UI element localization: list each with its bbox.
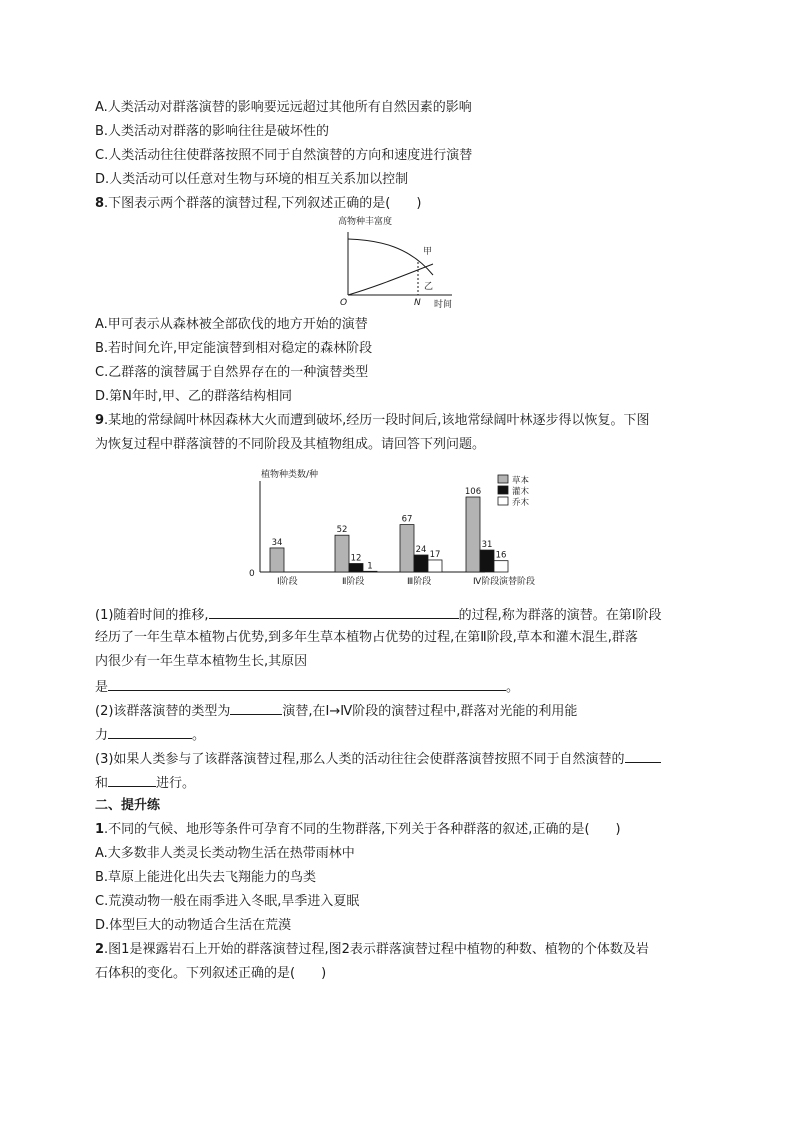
q9-sub1-line1 — [95, 605, 662, 625]
q9-sub1-line2: 经历了一年生草本植物占优势,到多年生草本植物占优势的过程,在第Ⅱ阶段,草本和灌木混生,群落 — [95, 630, 638, 645]
q9-sub3-line2-post: 进行。 — [156, 776, 196, 791]
p2-stem-line1 — [95, 941, 649, 959]
q9-stem-line1 — [95, 412, 649, 430]
p1-option-c: C.荒漠动物一般在雨季进入冬眠,旱季进入夏眠 — [95, 894, 360, 909]
legend-label: 灌木 — [512, 487, 530, 497]
q9-sub3-line1 — [95, 749, 661, 769]
x-tick-label: Ⅱ阶段 — [342, 577, 365, 587]
bar-value-label: 52 — [336, 525, 348, 536]
q8-label-jia: 甲 — [423, 247, 433, 257]
q9-sub3-line2 — [95, 773, 195, 793]
bar-value-label: 31 — [481, 540, 493, 551]
q8-xlabel: 时间 — [434, 300, 453, 310]
q9-number: 9 — [95, 413, 105, 428]
bar-value-label: 67 — [401, 514, 413, 525]
q8-number: 8 — [95, 196, 105, 211]
bar-value-label: 12 — [350, 553, 362, 564]
q8-curve-yi — [348, 264, 433, 295]
bar-灌木-2 — [414, 555, 428, 572]
q9-sub1-line4 — [95, 677, 519, 697]
p1-option-a: A.大多数非人类灵长类动物生活在热带雨林中 — [95, 846, 355, 861]
bar-乔木-1 — [363, 571, 377, 572]
bar-草本-1 — [335, 535, 349, 572]
bar-value-label: 106 — [464, 487, 482, 497]
q8-figure — [330, 212, 470, 312]
q9-sub2-blank-1[interactable] — [230, 701, 282, 715]
q9-sub3-blank-2[interactable] — [108, 773, 156, 787]
q8-curve-jia — [348, 239, 433, 275]
p2-number: 2 — [95, 942, 105, 957]
q9-sub2-text-a: (2)该群落演替的类型为 — [95, 704, 231, 719]
q9-stem-text-1: .某地的常绿阔叶林因森林大火而遭到破坏,经历一段时间后,该地常绿阔叶林逐步得以恢复。下图 — [104, 413, 650, 428]
legend-swatch — [498, 486, 508, 494]
q8-n-label: N — [414, 298, 421, 308]
q9-sub1-blank-1[interactable] — [209, 605, 459, 619]
p1-number: 1 — [95, 822, 105, 837]
bar-灌木-3 — [480, 550, 494, 572]
chart-legend — [498, 475, 530, 508]
q9-sub1-line4-post: 。 — [506, 680, 520, 695]
bar-草本-2 — [400, 525, 414, 572]
p2-stem-line2: 石体积的变化。下列叙述正确的是( ) — [95, 966, 327, 981]
bar-灌木-1 — [349, 564, 363, 572]
p1-option-d: D.体型巨大的动物适合生活在荒漠 — [95, 918, 292, 933]
q9-sub1-line4-pre: 是 — [95, 680, 109, 695]
chart-xlabel: 演替阶段 — [499, 577, 536, 587]
q8-option-c: C.乙群落的演替属于自然界存在的一种演替类型 — [95, 365, 369, 380]
q9-sub1-text-b: 的过程,称为群落的演替。在第Ⅰ阶段 — [458, 608, 662, 623]
q7-option-a: A.人类活动对群落演替的影响要远远超过其他所有自然因素的影响 — [95, 100, 472, 115]
bar-value-label: 1 — [367, 561, 373, 572]
q9-sub2-text-b: 演替,在Ⅰ→Ⅳ阶段的演替过程中,群落对光能的利用能 — [282, 704, 578, 719]
bar-value-label: 24 — [415, 545, 427, 556]
q9-sub2-line2-pre: 力 — [95, 728, 109, 743]
q8-option-a: A.甲可表示从森林被全部砍伐的地方开始的演替 — [95, 317, 368, 332]
bar-草本-3 — [466, 497, 480, 572]
legend-swatch — [498, 497, 508, 505]
q9-stem-line2: 为恢复过程中群落演替的不同阶段及其植物组成。请回答下列问题。 — [95, 437, 486, 452]
legend-swatch — [498, 475, 508, 483]
x-tick-label: Ⅲ阶段 — [407, 577, 432, 587]
q9-bar-chart — [245, 465, 555, 590]
bar-乔木-3 — [494, 561, 508, 572]
p1-stem-text: .不同的气候、地形等条件可孕育不同的生物群落,下列关于各种群落的叙述,正确的是( ) — [104, 822, 621, 837]
x-tick-label: Ⅳ阶段 — [473, 577, 500, 587]
legend-label: 草本 — [512, 476, 530, 486]
q8-option-b: B.若时间允许,甲定能演替到相对稳定的森林阶段 — [95, 341, 373, 356]
bar-value-label: 34 — [271, 537, 283, 548]
chart-ylabel: 植物种类数/种 — [261, 470, 319, 480]
q9-sub1-line3: 内很少有一年生草本植物生长,其原因 — [95, 654, 308, 669]
q9-sub2-blank-2[interactable] — [108, 725, 192, 739]
q8-origin-label: O — [340, 298, 348, 308]
x-tick-label: Ⅰ阶段 — [277, 577, 298, 587]
p1-option-b: B.草原上能进化出失去飞翔能力的鸟类 — [95, 870, 317, 885]
bar-value-label: 17 — [429, 549, 441, 560]
q8-option-d: D.第N年时,甲、乙的群落结构相同 — [95, 389, 292, 404]
p2-stem-text-1: .图1是裸露岩石上开始的群落演替过程,图2表示群落演替过程中植物的种数、植物的个体数及岩 — [104, 942, 649, 957]
q7-option-d: D.人类活动可以任意对生物与环境的相互关系加以控制 — [95, 172, 409, 187]
q7-option-b: B.人类活动对群落的影响往往是破坏性的 — [95, 124, 330, 139]
section-heading: 二、提升练 — [95, 798, 161, 813]
q8-stem — [95, 195, 421, 213]
q9-sub3-line2-pre: 和 — [95, 776, 109, 791]
q9-sub1-text-a: (1)随着时间的推移, — [95, 608, 209, 623]
bar-乔木-2 — [428, 560, 442, 572]
q9-sub2-line2 — [95, 725, 205, 745]
chart-zero-label: 0 — [249, 569, 255, 579]
q9-sub2-line1 — [95, 701, 577, 721]
bar-草本-0 — [270, 548, 284, 572]
bar-value-label: 16 — [495, 550, 507, 561]
q9-sub3-text-a: (3)如果人类参与了该群落演替过程,那么人类的活动往往会使群落演替按照不同于自然演替的 — [95, 752, 625, 767]
q8-stem-text: .下图表示两个群落的演替过程,下列叙述正确的是( ) — [104, 196, 422, 211]
legend-label: 乔木 — [512, 498, 530, 508]
q8-label-yi: 乙 — [424, 282, 434, 292]
p1-stem — [95, 821, 621, 839]
q8-figure-ylabel: 高物种丰富度 — [338, 217, 393, 227]
q9-sub1-blank-2[interactable] — [108, 677, 506, 691]
q7-option-c: C.人类活动往往使群落按照不同于自然演替的方向和速度进行演替 — [95, 148, 473, 163]
q9-sub2-line2-post: 。 — [192, 728, 206, 743]
q9-sub3-blank-1[interactable] — [625, 749, 661, 763]
